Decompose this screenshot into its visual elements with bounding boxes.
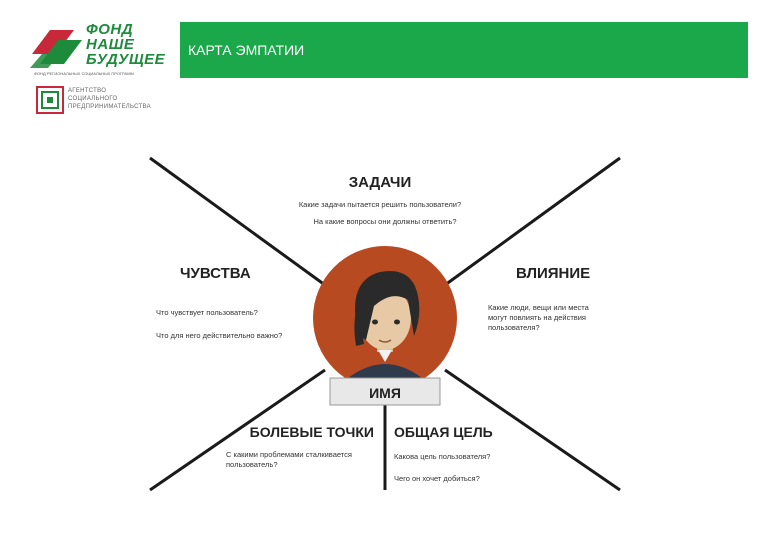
quadrant-bottom-right-line-1: Какова цель пользователя? bbox=[394, 452, 491, 461]
quadrant-top-line-1: Какие задачи пытается решить пользователи? bbox=[298, 200, 462, 209]
quadrant-left-title: ЧУВСТВА bbox=[180, 265, 251, 282]
quadrant-right-line-3: пользователя? bbox=[488, 323, 540, 332]
logo-line-1: ФОНД bbox=[86, 21, 134, 38]
logo-line-3: БУДУЩЕЕ bbox=[86, 51, 166, 68]
quadrant-bottom-left-line-1: С какими проблемами сталкивается bbox=[226, 450, 352, 459]
agency-line-3: ПРЕДПРИНИМАТЕЛЬСТВА bbox=[68, 104, 151, 110]
agency-line-1: АГЕНТСТВО bbox=[68, 88, 107, 94]
quadrant-bottom-right-title: ОБЩАЯ ЦЕЛЬ bbox=[394, 424, 493, 440]
quadrant-right-title: ВЛИЯНИЕ bbox=[516, 265, 591, 282]
logo-subtitle: ФОНД РЕГИОНАЛЬНЫХ СОЦИАЛЬНЫХ ПРОГРАММ bbox=[34, 71, 134, 76]
quadrant-top-line-2: На какие вопросы они должны ответить? bbox=[313, 217, 457, 226]
quadrant-bottom-left-title: БОЛЕВЫЕ ТОЧКИ bbox=[249, 424, 374, 440]
quadrant-bottom-left-line-2: пользователь? bbox=[226, 460, 278, 469]
quadrant-left-line-2: Что для него действительно важно? bbox=[156, 331, 283, 340]
quadrant-left-line-1: Что чувствует пользователь? bbox=[156, 308, 258, 317]
page-title: КАРТА ЭМПАТИИ bbox=[188, 42, 305, 58]
quadrant-right-line-2: могут повлиять на действия bbox=[488, 313, 586, 322]
quadrant-right-line-1: Какие люди, вещи или места bbox=[488, 303, 589, 312]
logo-line-2: НАШЕ bbox=[86, 36, 135, 53]
center-name-label: ИМЯ bbox=[369, 385, 401, 401]
quadrant-bottom-right-line-2: Чего он хочет добиться? bbox=[394, 474, 480, 483]
agency-line-2: СОЦИАЛЬНОГО bbox=[68, 96, 118, 102]
quadrant-top-title: ЗАДАЧИ bbox=[348, 174, 412, 191]
